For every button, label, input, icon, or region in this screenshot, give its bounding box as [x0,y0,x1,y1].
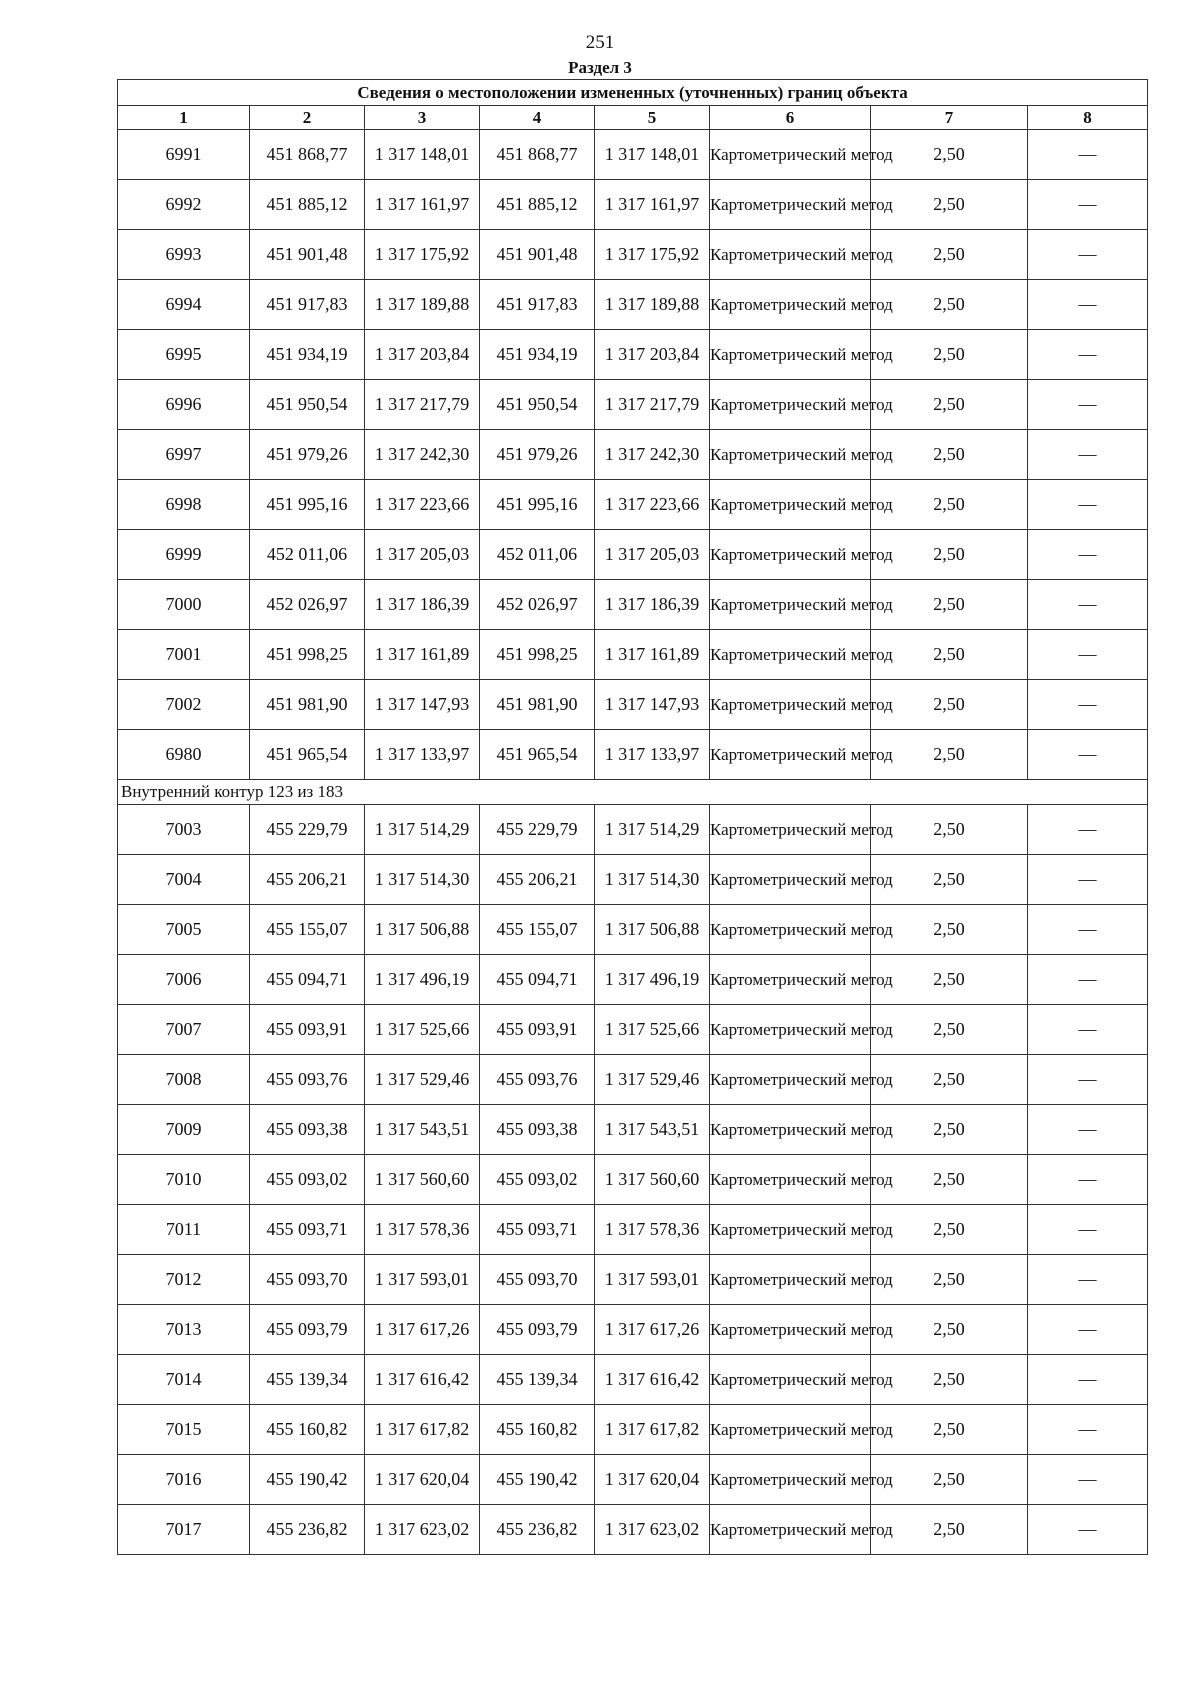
table-cell: 451 901,48 [480,230,595,280]
table-cell: 2,50 [871,630,1028,680]
table-cell: Картометрический метод [710,580,871,630]
table-cell: Картометрический метод [710,855,871,905]
table-cell: 1 317 242,30 [365,430,480,480]
table-cell: 7007 [118,1005,250,1055]
table-cell: — [1028,1355,1148,1405]
table-cell: 6997 [118,430,250,480]
contour-label-row [118,780,1148,805]
table-row [118,180,1148,230]
table-cell: — [1028,1155,1148,1205]
table-cell: 7013 [118,1305,250,1355]
table-cell: 455 094,71 [250,955,365,1005]
table-cell: Картометрический метод [710,380,871,430]
table-row [118,330,1148,380]
table-cell: 1 317 133,97 [595,730,710,780]
table-row [118,380,1148,430]
table-cell: 455 190,42 [480,1455,595,1505]
table-cell: Картометрический метод [710,805,871,855]
table-cell: 2,50 [871,180,1028,230]
table-cell: 455 093,76 [250,1055,365,1105]
table-row [118,1005,1148,1055]
table-cell: 451 901,48 [250,230,365,280]
table-cell: 455 093,38 [250,1105,365,1155]
table-cell: 1 317 617,26 [365,1305,480,1355]
table-cell: 1 317 133,97 [365,730,480,780]
table-row [118,1355,1148,1405]
table-cell: 7016 [118,1455,250,1505]
table-cell: — [1028,630,1148,680]
table-cell: — [1028,480,1148,530]
table-cell: 451 979,26 [480,430,595,480]
table-cell: 2,50 [871,1305,1028,1355]
table-cell: 1 317 623,02 [595,1505,710,1555]
table-cell: 1 317 560,60 [595,1155,710,1205]
table-cell: — [1028,230,1148,280]
table-row [118,580,1148,630]
table-cell: 1 317 514,29 [365,805,480,855]
table-cell: 451 917,83 [480,280,595,330]
table-cell: 455 139,34 [480,1355,595,1405]
table-cell: 455 093,70 [480,1255,595,1305]
table-cell: 2,50 [871,1255,1028,1305]
table-cell: 1 317 616,42 [365,1355,480,1405]
table-cell: 2,50 [871,955,1028,1005]
table-cell: 1 317 560,60 [365,1155,480,1205]
table-cell: 455 190,42 [250,1455,365,1505]
table-cell: 1 317 543,51 [365,1105,480,1155]
table-cell: Картометрический метод [710,330,871,380]
table-cell: 1 317 161,97 [365,180,480,230]
table-caption: Сведения о местоположении измененных (уточненных) границ объекта [118,80,1148,106]
table-cell: 1 317 161,89 [595,630,710,680]
table-cell: — [1028,380,1148,430]
table-cell: 2,50 [871,530,1028,580]
table-cell: 1 317 525,66 [365,1005,480,1055]
table-cell: 451 950,54 [480,380,595,430]
table-cell: 455 093,02 [250,1155,365,1205]
table-cell: 1 317 223,66 [595,480,710,530]
column-number-header: 6 [710,106,871,130]
table-cell: 455 093,91 [250,1005,365,1055]
table-cell: — [1028,1105,1148,1155]
table-cell: Картометрический метод [710,1405,871,1455]
table-cell: Картометрический метод [710,1305,871,1355]
table-row [118,130,1148,180]
table-cell: 455 093,38 [480,1105,595,1155]
table-cell: — [1028,855,1148,905]
table-cell: 455 236,82 [480,1505,595,1555]
table-cell: 455 206,21 [480,855,595,905]
table-cell: 7017 [118,1505,250,1555]
table-cell: 451 981,90 [250,680,365,730]
table-cell: Картометрический метод [710,905,871,955]
column-number-header: 3 [365,106,480,130]
table-cell: 451 965,54 [480,730,595,780]
table-cell: 7011 [118,1205,250,1255]
table-cell: 451 981,90 [480,680,595,730]
table-cell: 451 995,16 [480,480,595,530]
table-cell: — [1028,130,1148,180]
table-cell: 455 160,82 [250,1405,365,1455]
table-row [118,1205,1148,1255]
table-cell: 1 317 186,39 [595,580,710,630]
table-row [118,1405,1148,1455]
table-cell: — [1028,730,1148,780]
table-cell: 2,50 [871,905,1028,955]
table-cell: 7006 [118,955,250,1005]
table-cell: — [1028,1255,1148,1305]
table-cell: 1 317 514,30 [595,855,710,905]
table-cell: — [1028,180,1148,230]
table-cell: 1 317 161,89 [365,630,480,680]
table-cell: Картометрический метод [710,1455,871,1505]
table-cell: Картометрический метод [710,730,871,780]
table-cell: 1 317 147,93 [595,680,710,730]
table-cell: — [1028,1505,1148,1555]
table-cell: 1 317 616,42 [595,1355,710,1405]
table-cell: 455 236,82 [250,1505,365,1555]
table-cell: 455 093,02 [480,1155,595,1205]
table-cell: 455 229,79 [250,805,365,855]
table-cell: 451 950,54 [250,380,365,430]
table-cell: — [1028,905,1148,955]
column-number-row [118,106,1148,130]
table-cell: Картометрический метод [710,230,871,280]
table-cell: 1 317 217,79 [365,380,480,430]
table-cell: 1 317 620,04 [365,1455,480,1505]
table-cell: 1 317 148,01 [365,130,480,180]
table-cell: 2,50 [871,280,1028,330]
table-cell: 6991 [118,130,250,180]
table-cell: 455 155,07 [480,905,595,955]
table-cell: 455 155,07 [250,905,365,955]
table-row [118,1155,1148,1205]
table-cell: 2,50 [871,680,1028,730]
table-cell: 1 317 506,88 [595,905,710,955]
table-cell: Картометрический метод [710,1005,871,1055]
table-cell: 7005 [118,905,250,955]
table-row [118,630,1148,680]
table-cell: 452 011,06 [250,530,365,580]
table-cell: 1 317 161,97 [595,180,710,230]
table-cell: 2,50 [871,1005,1028,1055]
column-number-header: 4 [480,106,595,130]
table-cell: Картометрический метод [710,680,871,730]
table-cell: Картометрический метод [710,530,871,580]
table-cell: 1 317 617,26 [595,1305,710,1355]
table-row [118,680,1148,730]
table-cell: — [1028,280,1148,330]
table-row [118,955,1148,1005]
table-cell: 1 317 617,82 [595,1405,710,1455]
table-cell: 455 093,70 [250,1255,365,1305]
table-cell: 1 317 175,92 [365,230,480,280]
table-cell: Картометрический метод [710,130,871,180]
table-cell: 455 094,71 [480,955,595,1005]
table-cell: — [1028,955,1148,1005]
table-cell: 7000 [118,580,250,630]
table-cell: 1 317 617,82 [365,1405,480,1455]
table-cell: 6995 [118,330,250,380]
table-cell: 7010 [118,1155,250,1205]
table-cell: 451 885,12 [480,180,595,230]
table-cell: Картометрический метод [710,955,871,1005]
table-cell: 452 011,06 [480,530,595,580]
table-row [118,1105,1148,1155]
table-row [118,1455,1148,1505]
table-cell: 455 093,79 [250,1305,365,1355]
table-cell: 1 317 203,84 [595,330,710,380]
table-cell: 1 317 242,30 [595,430,710,480]
table-cell: 1 317 578,36 [595,1205,710,1255]
table-cell: 1 317 578,36 [365,1205,480,1255]
table-cell: 1 317 217,79 [595,380,710,430]
table-row [118,530,1148,580]
table-cell: Картометрический метод [710,1505,871,1555]
table-cell: 7002 [118,680,250,730]
table-cell: 1 317 529,46 [365,1055,480,1105]
table-cell: — [1028,530,1148,580]
table-cell: 2,50 [871,1505,1028,1555]
table-cell: 451 979,26 [250,430,365,480]
table-cell: 2,50 [871,1155,1028,1205]
table-cell: 7015 [118,1405,250,1455]
table-cell: 451 998,25 [480,630,595,680]
table-row [118,1505,1148,1555]
table-cell: 6992 [118,180,250,230]
column-number-header: 5 [595,106,710,130]
table-cell: 7008 [118,1055,250,1105]
table-cell: — [1028,1405,1148,1455]
table-cell: 1 317 593,01 [595,1255,710,1305]
table-cell: 2,50 [871,730,1028,780]
table-cell: 1 317 506,88 [365,905,480,955]
table-cell: 7009 [118,1105,250,1155]
table-cell: 1 317 189,88 [595,280,710,330]
table-cell: Картометрический метод [710,480,871,530]
table-cell: 2,50 [871,130,1028,180]
table-cell: 2,50 [871,330,1028,380]
table-cell: — [1028,680,1148,730]
table-row [118,1055,1148,1105]
table-cell: 2,50 [871,430,1028,480]
coordinates-table [117,79,1148,1555]
table-cell: 1 317 203,84 [365,330,480,380]
table-row [118,280,1148,330]
table-cell: 6996 [118,380,250,430]
contour-label: Внутренний контур 123 из 183 [118,780,1148,805]
table-cell: Картометрический метод [710,1155,871,1205]
table-cell: 2,50 [871,855,1028,905]
table-cell: 455 093,71 [250,1205,365,1255]
table-cell: 1 317 514,29 [595,805,710,855]
table-cell: 1 317 205,03 [365,530,480,580]
table-cell: 7014 [118,1355,250,1405]
table-cell: 6999 [118,530,250,580]
table-cell: 455 093,79 [480,1305,595,1355]
table-cell: 455 093,76 [480,1055,595,1105]
table-cell: 451 995,16 [250,480,365,530]
column-number-header: 1 [118,106,250,130]
table-cell: Картометрический метод [710,1355,871,1405]
table-row [118,1305,1148,1355]
table-cell: 455 206,21 [250,855,365,905]
table-cell: Картометрический метод [710,630,871,680]
table-cell: 2,50 [871,805,1028,855]
table-cell: 2,50 [871,580,1028,630]
table-cell: Картометрический метод [710,280,871,330]
table-cell: — [1028,1305,1148,1355]
table-cell: — [1028,1055,1148,1105]
table-cell: 6998 [118,480,250,530]
column-number-header: 2 [250,106,365,130]
table-row [118,855,1148,905]
table-cell: 1 317 148,01 [595,130,710,180]
table-cell: 6980 [118,730,250,780]
table-cell: 451 917,83 [250,280,365,330]
table-cell: 7004 [118,855,250,905]
table-cell: — [1028,330,1148,380]
table-row [118,230,1148,280]
table-cell: — [1028,1455,1148,1505]
table-cell: 1 317 186,39 [365,580,480,630]
table-row [118,480,1148,530]
table-cell: 1 317 543,51 [595,1105,710,1155]
table-row [118,805,1148,855]
table-cell: 1 317 529,46 [595,1055,710,1105]
table-cell: 2,50 [871,1105,1028,1155]
table-cell: — [1028,805,1148,855]
table-cell: 1 317 620,04 [595,1455,710,1505]
table-row [118,730,1148,780]
table-cell: Картометрический метод [710,1105,871,1155]
table-cell: 7003 [118,805,250,855]
table-cell: 2,50 [871,480,1028,530]
table-cell: Картометрический метод [710,1055,871,1105]
table-cell: 1 317 205,03 [595,530,710,580]
table-cell: 1 317 175,92 [595,230,710,280]
table-row [118,430,1148,480]
table-cell: 2,50 [871,380,1028,430]
table-cell: 452 026,97 [480,580,595,630]
page-number: 251 [585,32,615,53]
table-body [118,130,1148,1555]
table-cell: 1 317 223,66 [365,480,480,530]
table-cell: 1 317 496,19 [595,955,710,1005]
table-cell: 451 934,19 [480,330,595,380]
table-cell: 2,50 [871,1205,1028,1255]
table-cell: 455 229,79 [480,805,595,855]
table-cell: 1 317 593,01 [365,1255,480,1305]
table-cell: 2,50 [871,1055,1028,1105]
table-cell: 2,50 [871,1355,1028,1405]
table-cell: 452 026,97 [250,580,365,630]
table-cell: 1 317 525,66 [595,1005,710,1055]
table-cell: Картометрический метод [710,430,871,480]
table-cell: 7012 [118,1255,250,1305]
table-cell: 1 317 147,93 [365,680,480,730]
table-cell: 7001 [118,630,250,680]
table-cell: 455 160,82 [480,1405,595,1455]
table-cell: — [1028,430,1148,480]
table-cell: — [1028,580,1148,630]
table-row [118,905,1148,955]
table-cell: — [1028,1005,1148,1055]
table-cell: 451 868,77 [250,130,365,180]
table-cell: 1 317 189,88 [365,280,480,330]
table-cell: 451 885,12 [250,180,365,230]
table-cell: 451 934,19 [250,330,365,380]
table-cell: — [1028,1205,1148,1255]
table-cell: 451 965,54 [250,730,365,780]
table-cell: 455 139,34 [250,1355,365,1405]
table-cell: 451 998,25 [250,630,365,680]
table-cell: 2,50 [871,230,1028,280]
table-row [118,1255,1148,1305]
table-cell: 1 317 623,02 [365,1505,480,1555]
table-cell: 6993 [118,230,250,280]
table-cell: 455 093,91 [480,1005,595,1055]
table-cell: 2,50 [871,1455,1028,1505]
column-number-header: 7 [871,106,1028,130]
table-cell: Картометрический метод [710,180,871,230]
table-cell: 1 317 496,19 [365,955,480,1005]
table-cell: Картометрический метод [710,1205,871,1255]
table-cell: 1 317 514,30 [365,855,480,905]
table-cell: Картометрический метод [710,1255,871,1305]
table-cell: 6994 [118,280,250,330]
column-number-header: 8 [1028,106,1148,130]
table-cell: 451 868,77 [480,130,595,180]
table-cell: 455 093,71 [480,1205,595,1255]
table-cell: 2,50 [871,1405,1028,1455]
section-title: Раздел 3 [568,58,632,77]
